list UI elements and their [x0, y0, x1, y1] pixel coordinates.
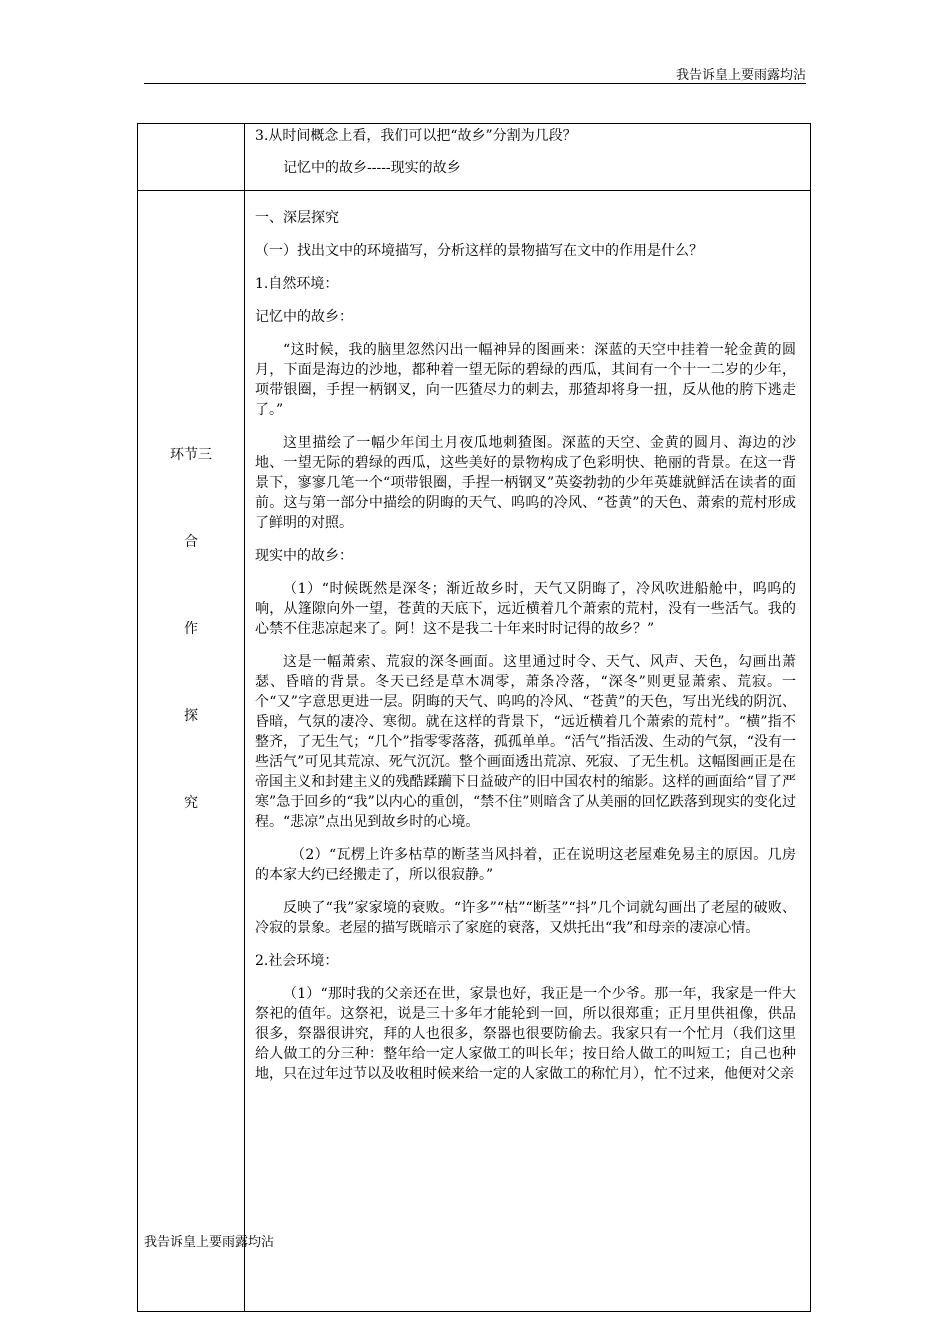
memory-analysis: 这里描绘了一幅少年闰土月夜瓜地刺猹图。深蓝的天空、金黄的圆月、海边的沙地、一望无际的碧绿的西瓜，这些美好的景物构成了色彩明快、艳丽的背景。在这一背景下，寥寥几笔一个“项带银圈，手捏一柄钢叉”英姿勃勃的少年英雄就鲜活在读者的面前。这与第一部分中描绘的阴晦的天气、呜呜的冷风、“苍黄”的天色、萧索的荒村形成了鲜明的对照。 [255, 435, 796, 531]
social-quote-1: （1）“那时我的父亲还在世，家景也好，我正是一个少爷。那一年，我家是一件大祭祀的值年。这祭祀，说是三十多年才能轮到一回，所以很郑重；正月里供祖像，供品很多，祭器很讲究，拜的人也很多，祭器也很要防偷去。我家只有一个忙月（我们这里给人做工的分三种：整年给一定人家做工的叫长年；按日给人做工的叫短工；自己也种地，只在过年过节以及收租时候来给一定的人家做工的称忙月），忙不过来，他便对父亲 [255, 986, 796, 1082]
row1-right-cell [245, 124, 811, 191]
question-3: 3.从时间概念上看，我们可以把“故乡”分割为几段？ [255, 128, 577, 144]
header-rule [144, 83, 806, 84]
reality-quote-1: （1）“时候既然是深冬；渐近故乡时，天气又阴晦了，冷风吹进船舱中，呜呜的响，从篷隙向外一望，苍黄的天底下，远近横着几个萧索的荒村，没有一些活气。我的心禁不住悲凉起来了。阿！这不是我二十年来时时记得的故乡？” [255, 581, 796, 637]
row2-right-cell [245, 191, 811, 1312]
reality-title: 现实中的故乡： [255, 548, 353, 564]
stage-char: 合 [184, 534, 198, 550]
question-3-answer: 记忆中的故乡-----现实的故乡 [283, 160, 461, 176]
page-header: 我告诉皇上要雨露均沾 [675, 68, 806, 83]
lesson-table [137, 123, 811, 1312]
row1-left-cell [138, 124, 245, 191]
memory-title: 记忆中的故乡： [255, 309, 353, 325]
table-row [138, 191, 811, 1312]
section-heading: 一、深层探究 [255, 210, 339, 226]
inquiry-question: （一）找出文中的环境描写，分析这样的景物描写在文中的作用是什么？ [255, 243, 703, 259]
stage-char: 究 [184, 795, 198, 811]
table-row [138, 124, 811, 191]
natural-env-title: 1.自然环境： [255, 276, 339, 292]
memory-quote: “这时候，我的脑里忽然闪出一幅神异的图画来：深蓝的天空中挂着一轮金黄的圆月，下面是海边的沙地，都种着一望无际的碧绿的西瓜，其间有一个十一二岁的少年，项带银圈，手捏一柄钢叉，向一匹猹尽力的刺去，那猹却将身一扭，反从他的胯下逃走了。” [255, 342, 796, 418]
reality-analysis-2: 反映了“我”家家境的衰败。“许多”“枯”“断茎”“抖”几个词就勾画出了老屋的破败、冷寂的景象。老屋的描写既暗示了家庭的衰落，又烘托出“我”和母亲的凄凉心情。 [255, 900, 796, 936]
page-footer: 我告诉皇上要雨露均沾 [144, 1235, 275, 1250]
stage-label: 环节三 [170, 447, 212, 463]
reality-analysis-1: 这是一幅萧索、荒寂的深冬画面。这里通过时令、天气、风声、天色，勾画出萧瑟、昏暗的背景。冬天已经是草木凋零，萧条冷落，“深冬”则更显萧索、荒寂。一个“又”字意思更进一层。阴晦的天气、呜呜的冷风、“苍黄”的天色，写出光线的阴沉、昏暗，气氛的凄冷、寒彻。就在这样的背景下，“远近横着几个萧索的荒村”。“横”指不整齐，了无生气；“几个”指零零落落，孤孤单单。“活气”指活泼、生动的气氛，“没有一些活气”可见其荒凉、死气沉沉。整个画面透出荒凉、死寂、了无生机。这幅图画正是在帝国主义和封建主义的残酷蹂躏下日益破产的旧中国农村的缩影。这样的画面给“冒了严寒”急于回乡的“我”以内心的重创，“禁不住”则暗含了从美丽的回忆跌落到现实的变化过程。“悲凉”点出见到故乡时的心境。 [255, 654, 796, 830]
stage-char: 作 [184, 621, 198, 637]
stage-char: 探 [184, 708, 198, 724]
reality-quote-2: （2）“瓦楞上许多枯草的断茎当风抖着，正在说明这老屋难免易主的原因。几房的本家大约已经搬走了，所以很寂静。” [255, 847, 796, 883]
social-env-title: 2.社会环境： [255, 953, 339, 969]
row2-left-cell [138, 191, 245, 1312]
